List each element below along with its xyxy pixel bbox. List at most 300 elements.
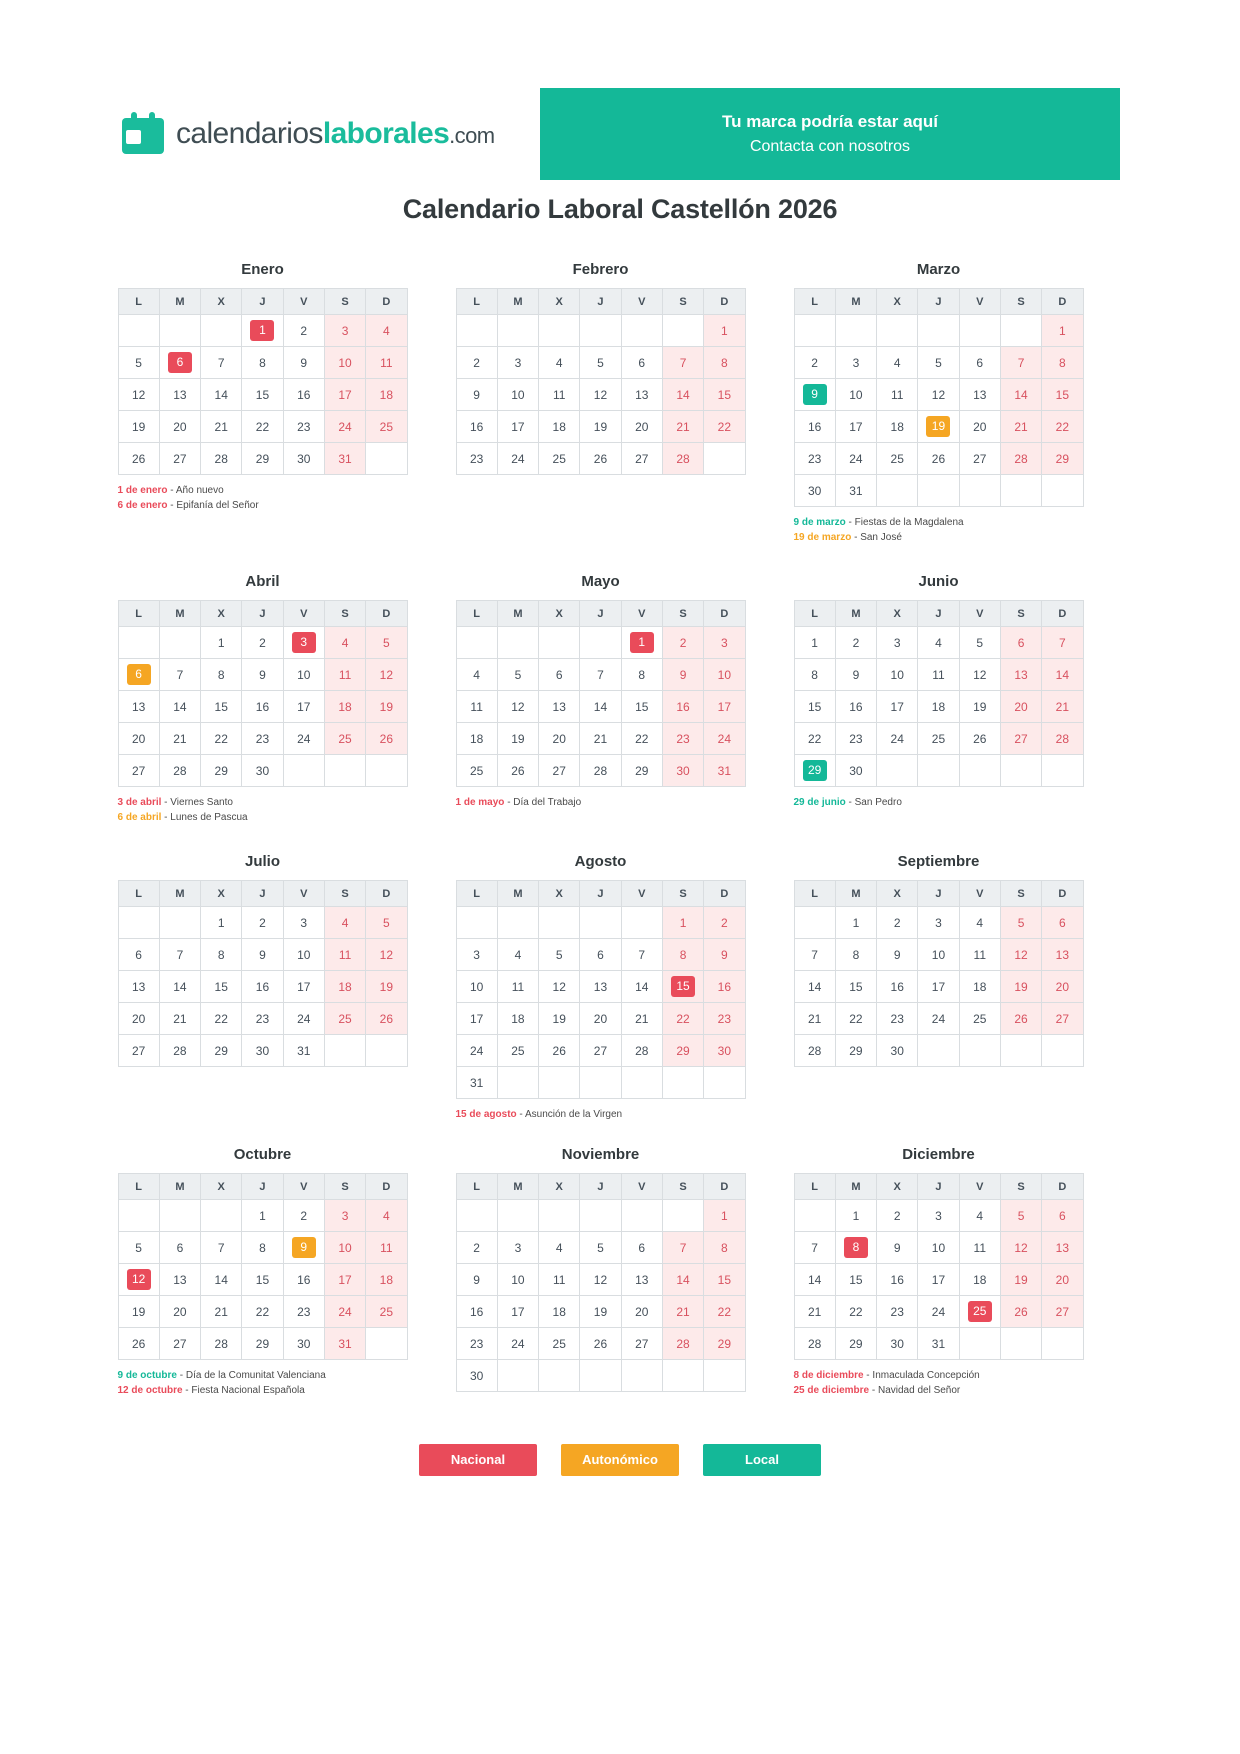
legend-item-aut[interactable]: Autonómico: [561, 1444, 679, 1476]
weekday-header: M: [835, 289, 876, 315]
day-cell: 11: [959, 939, 1000, 971]
day-cell: 22: [704, 411, 745, 443]
day-cell-empty: [1000, 755, 1041, 787]
day-cell: 18: [539, 1296, 580, 1328]
weekday-header: X: [539, 1174, 580, 1200]
month-title: Mayo: [581, 573, 620, 590]
day-cell: 27: [159, 443, 200, 475]
day-cell-empty: [159, 1200, 200, 1232]
day-cell: 14: [201, 379, 242, 411]
day-cell: 3: [324, 1200, 365, 1232]
day-cell: 29: [662, 1035, 703, 1067]
day-cell-holiday: [159, 347, 200, 379]
day-cell: 27: [118, 1035, 159, 1067]
day-cell: 5: [539, 939, 580, 971]
weekday-header: L: [456, 289, 497, 315]
day-cell: 12: [959, 659, 1000, 691]
day-cell: 18: [324, 691, 365, 723]
holiday-note-text: - Día del Trabajo: [504, 797, 582, 808]
day-cell-holiday: [959, 1296, 1000, 1328]
day-cell-empty: [918, 755, 959, 787]
day-cell: 28: [662, 443, 703, 475]
month-table: [794, 288, 1084, 507]
day-cell: 15: [201, 691, 242, 723]
day-cell: 7: [1000, 347, 1041, 379]
holiday-note-text: - Asunción de la Virgen: [516, 1109, 623, 1120]
day-cell: 11: [539, 379, 580, 411]
day-cell: 2: [794, 347, 835, 379]
day-cell: 24: [283, 1003, 324, 1035]
day-cell: 10: [835, 379, 876, 411]
day-cell-empty: [1042, 1035, 1083, 1067]
day-cell: 23: [242, 723, 283, 755]
day-cell: 25: [324, 723, 365, 755]
day-cell: 16: [835, 691, 876, 723]
day-cell: 9: [283, 347, 324, 379]
holiday-note-date: 6 de abril: [117, 812, 162, 823]
day-cell: 16: [704, 971, 745, 1003]
day-cell: 14: [1042, 659, 1083, 691]
day-cell-empty: [794, 315, 835, 347]
day-cell: 22: [835, 1003, 876, 1035]
day-cell: 7: [794, 1232, 835, 1264]
month-title: Junio: [918, 573, 959, 590]
week-row: [456, 443, 745, 475]
day-cell: 1: [201, 907, 242, 939]
weekday-header: J: [580, 601, 621, 627]
day-cell: 2: [283, 315, 324, 347]
week-row: [456, 379, 745, 411]
day-cell-empty: [918, 1035, 959, 1067]
day-cell: 6: [580, 939, 621, 971]
weekday-header: M: [497, 289, 538, 315]
day-cell: 27: [621, 1328, 662, 1360]
day-cell: 26: [580, 1328, 621, 1360]
week-row: [456, 907, 745, 939]
day-cell: 28: [159, 1035, 200, 1067]
day-cell: 5: [118, 1232, 159, 1264]
weekday-header: D: [704, 289, 745, 315]
day-cell: 15: [704, 379, 745, 411]
weekday-header: V: [959, 601, 1000, 627]
day-cell: 14: [159, 971, 200, 1003]
day-cell: 2: [877, 907, 918, 939]
day-cell: 15: [835, 971, 876, 1003]
week-row: [456, 659, 745, 691]
holiday-note-text: - Año nuevo: [167, 485, 224, 496]
day-cell: 11: [918, 659, 959, 691]
day-cell: 3: [877, 627, 918, 659]
day-cell: 2: [456, 347, 497, 379]
day-cell: 22: [242, 1296, 283, 1328]
day-cell-empty: [1042, 475, 1083, 507]
holiday-note-text: - Epifanía del Señor: [167, 500, 259, 511]
day-cell: 29: [704, 1328, 745, 1360]
day-cell: 27: [1042, 1003, 1083, 1035]
month-notes: [794, 795, 1084, 810]
day-cell-empty: [1000, 1035, 1041, 1067]
day-cell-empty: [201, 315, 242, 347]
day-cell: 1: [794, 627, 835, 659]
weekday-header: D: [704, 601, 745, 627]
weekday-header: V: [621, 1174, 662, 1200]
day-cell-empty: [580, 627, 621, 659]
day-cell-empty: [580, 315, 621, 347]
holiday-marker-nac: 1: [250, 320, 274, 341]
month-notes: [794, 515, 1084, 545]
day-cell: 11: [456, 691, 497, 723]
day-cell: 27: [580, 1035, 621, 1067]
holiday-note: [118, 795, 408, 810]
month-diciembre: [786, 1146, 1091, 1398]
day-cell: 31: [704, 755, 745, 787]
day-cell: 9: [242, 939, 283, 971]
month-marzo: [786, 261, 1091, 545]
day-cell-empty: [118, 907, 159, 939]
day-cell: 23: [662, 723, 703, 755]
month-table: [794, 1173, 1084, 1360]
week-row: [118, 907, 407, 939]
weekday-header: J: [580, 1174, 621, 1200]
day-cell: 11: [366, 347, 407, 379]
day-cell: 12: [1000, 1232, 1041, 1264]
day-cell: 22: [704, 1296, 745, 1328]
day-cell-empty: [366, 1328, 407, 1360]
day-cell-empty: [539, 1200, 580, 1232]
day-cell: 25: [539, 443, 580, 475]
day-cell: 16: [242, 691, 283, 723]
day-cell-empty: [159, 907, 200, 939]
day-cell: 27: [959, 443, 1000, 475]
week-row: [794, 939, 1083, 971]
week-row: [794, 347, 1083, 379]
weekday-header: M: [835, 881, 876, 907]
day-cell: 21: [662, 411, 703, 443]
day-cell: 20: [539, 723, 580, 755]
day-cell: 14: [621, 971, 662, 1003]
day-cell: 12: [497, 691, 538, 723]
day-cell: 5: [580, 1232, 621, 1264]
day-cell-empty: [118, 315, 159, 347]
day-cell: 7: [201, 1232, 242, 1264]
day-cell: 13: [1042, 939, 1083, 971]
day-cell: 23: [877, 1296, 918, 1328]
day-cell: 8: [662, 939, 703, 971]
day-cell: 20: [959, 411, 1000, 443]
day-cell-holiday: [283, 1232, 324, 1264]
day-cell-holiday: [118, 659, 159, 691]
day-cell: 16: [877, 971, 918, 1003]
day-cell: 26: [497, 755, 538, 787]
day-cell: 13: [580, 971, 621, 1003]
holiday-marker-nac: 3: [292, 632, 316, 653]
ad-banner[interactable]: [540, 88, 1120, 180]
day-cell: 29: [242, 443, 283, 475]
day-cell: 4: [959, 907, 1000, 939]
day-cell-empty: [877, 315, 918, 347]
day-cell: 22: [835, 1296, 876, 1328]
week-row: [794, 627, 1083, 659]
week-row: [456, 1200, 745, 1232]
holiday-note-text: - Inmaculada Concepción: [863, 1370, 980, 1381]
day-cell: 31: [324, 1328, 365, 1360]
month-notes: [118, 1368, 408, 1398]
day-cell: 15: [1042, 379, 1083, 411]
day-cell: 5: [580, 347, 621, 379]
day-cell: 10: [877, 659, 918, 691]
day-cell: 29: [201, 1035, 242, 1067]
day-cell-empty: [621, 907, 662, 939]
day-cell-empty: [201, 1200, 242, 1232]
weekday-header: D: [1042, 1174, 1083, 1200]
day-cell: 3: [456, 939, 497, 971]
day-cell: 6: [1042, 1200, 1083, 1232]
day-cell: 8: [1042, 347, 1083, 379]
weekday-header: L: [118, 881, 159, 907]
row-spacer: [110, 825, 1130, 853]
day-cell: 23: [704, 1003, 745, 1035]
day-cell: 4: [366, 1200, 407, 1232]
week-row: [794, 723, 1083, 755]
day-cell: 25: [497, 1035, 538, 1067]
day-cell: 28: [580, 755, 621, 787]
holiday-note: [456, 795, 746, 810]
day-cell: 22: [662, 1003, 703, 1035]
month-table: [456, 600, 746, 787]
day-cell: 2: [835, 627, 876, 659]
weekday-header: V: [621, 881, 662, 907]
day-cell: 4: [877, 347, 918, 379]
day-cell: 5: [497, 659, 538, 691]
day-cell: 3: [283, 907, 324, 939]
day-cell: 18: [918, 691, 959, 723]
day-cell: 15: [704, 1264, 745, 1296]
day-cell-empty: [1042, 755, 1083, 787]
day-cell: 7: [1042, 627, 1083, 659]
day-cell: 19: [366, 971, 407, 1003]
holiday-note-text: - Fiestas de la Magdalena: [845, 517, 964, 528]
legend-item-loc[interactable]: Local: [703, 1444, 821, 1476]
day-cell: 8: [704, 1232, 745, 1264]
month-title: Octubre: [233, 1146, 292, 1163]
day-cell: 14: [794, 971, 835, 1003]
holiday-note: [794, 1368, 1084, 1383]
day-cell: 7: [662, 1232, 703, 1264]
day-cell: 28: [794, 1328, 835, 1360]
day-cell: 17: [283, 691, 324, 723]
week-row: [794, 1200, 1083, 1232]
week-row: [794, 1232, 1083, 1264]
weekday-header: X: [201, 601, 242, 627]
site-logo[interactable]: [120, 88, 530, 180]
day-cell: 21: [201, 411, 242, 443]
day-cell: 14: [580, 691, 621, 723]
weekday-header: S: [662, 289, 703, 315]
day-cell: 19: [118, 411, 159, 443]
weekday-header: D: [704, 881, 745, 907]
week-row: [456, 1003, 745, 1035]
week-row: [118, 1232, 407, 1264]
holiday-marker-nac: 12: [127, 1269, 151, 1290]
holiday-note-date: 8 de diciembre: [793, 1370, 864, 1381]
day-cell: 26: [366, 723, 407, 755]
day-cell: 14: [662, 1264, 703, 1296]
day-cell: 13: [621, 379, 662, 411]
week-row: [118, 443, 407, 475]
day-cell: 16: [283, 379, 324, 411]
day-cell: 4: [497, 939, 538, 971]
weekday-header: V: [283, 1174, 324, 1200]
month-octubre: [110, 1146, 415, 1398]
month-notes: [794, 1368, 1084, 1398]
day-cell: 17: [704, 691, 745, 723]
day-cell: 13: [118, 691, 159, 723]
week-row: [794, 315, 1083, 347]
day-cell: 12: [118, 379, 159, 411]
month-noviembre: [448, 1146, 753, 1398]
day-cell: 8: [794, 659, 835, 691]
week-row: [794, 1003, 1083, 1035]
day-cell: 28: [201, 1328, 242, 1360]
day-cell: 24: [835, 443, 876, 475]
day-cell: 19: [118, 1296, 159, 1328]
day-cell: 2: [877, 1200, 918, 1232]
weekday-header: S: [1000, 881, 1041, 907]
day-cell-empty: [366, 1035, 407, 1067]
day-cell: 31: [918, 1328, 959, 1360]
week-row: [118, 691, 407, 723]
holiday-note-date: 6 de enero: [117, 500, 168, 511]
day-cell: 11: [324, 659, 365, 691]
day-cell: 30: [877, 1328, 918, 1360]
day-cell-holiday: [794, 379, 835, 411]
month-table: [456, 880, 746, 1099]
day-cell: 17: [835, 411, 876, 443]
holiday-note-date: 1 de mayo: [455, 797, 505, 808]
month-table: [118, 600, 408, 787]
day-cell: 12: [366, 659, 407, 691]
day-cell: 20: [118, 1003, 159, 1035]
day-cell: 3: [497, 347, 538, 379]
day-cell: 26: [959, 723, 1000, 755]
week-row: [794, 1264, 1083, 1296]
day-cell: 6: [159, 1232, 200, 1264]
day-cell: 6: [959, 347, 1000, 379]
week-row: [456, 939, 745, 971]
weekday-header: V: [959, 289, 1000, 315]
day-cell-empty: [580, 1360, 621, 1392]
weekday-header: L: [794, 601, 835, 627]
holiday-note-date: 19 de marzo: [793, 532, 852, 543]
day-cell: 17: [918, 1264, 959, 1296]
day-cell: 5: [1000, 907, 1041, 939]
holiday-note-date: 3 de abril: [117, 797, 162, 808]
day-cell: 19: [959, 691, 1000, 723]
day-cell-empty: [497, 907, 538, 939]
weekday-header: V: [959, 1174, 1000, 1200]
day-cell: 14: [662, 379, 703, 411]
day-cell: 4: [539, 1232, 580, 1264]
legend-item-nac[interactable]: Nacional: [419, 1444, 537, 1476]
day-cell: 4: [918, 627, 959, 659]
day-cell: 21: [794, 1296, 835, 1328]
month-septiembre: [786, 853, 1091, 1122]
month-title: Julio: [244, 853, 280, 870]
day-cell: 9: [456, 379, 497, 411]
day-cell: 29: [201, 755, 242, 787]
day-cell: 27: [118, 755, 159, 787]
day-cell: 26: [1000, 1003, 1041, 1035]
day-cell-empty: [959, 755, 1000, 787]
month-table: [118, 880, 408, 1067]
day-cell: 21: [159, 1003, 200, 1035]
day-cell: 7: [662, 347, 703, 379]
day-cell: 24: [456, 1035, 497, 1067]
holiday-note-date: 25 de diciembre: [793, 1385, 870, 1396]
day-cell: 30: [662, 755, 703, 787]
day-cell: 29: [1042, 443, 1083, 475]
weekday-header: L: [118, 289, 159, 315]
week-row: [794, 755, 1083, 787]
holiday-note: [118, 498, 408, 513]
months-row: [110, 853, 1130, 1122]
day-cell-empty: [794, 1200, 835, 1232]
day-cell: 24: [324, 1296, 365, 1328]
months-row: [110, 573, 1130, 825]
holiday-note-text: - Lunes de Pascua: [161, 812, 248, 823]
weekday-header: X: [201, 1174, 242, 1200]
day-cell: 18: [877, 411, 918, 443]
week-row: [118, 1328, 407, 1360]
holiday-note: [794, 1383, 1084, 1398]
weekday-header: D: [366, 289, 407, 315]
day-cell: 23: [794, 443, 835, 475]
day-cell: 30: [835, 755, 876, 787]
day-cell: 23: [283, 411, 324, 443]
day-cell: 6: [1042, 907, 1083, 939]
day-cell: 27: [539, 755, 580, 787]
week-row: [794, 907, 1083, 939]
logo-text-part3: .com: [449, 123, 495, 148]
weekday-header: M: [835, 601, 876, 627]
day-cell-empty: [497, 315, 538, 347]
day-cell-empty: [539, 907, 580, 939]
holiday-marker-nac: 1: [630, 632, 654, 653]
day-cell-empty: [580, 907, 621, 939]
day-cell: 13: [959, 379, 1000, 411]
day-cell: 13: [539, 691, 580, 723]
day-cell: 27: [1000, 723, 1041, 755]
week-row: [456, 1296, 745, 1328]
legend: [0, 1444, 1240, 1476]
weekday-header: L: [456, 881, 497, 907]
day-cell-holiday: [835, 1232, 876, 1264]
day-cell: 27: [1042, 1296, 1083, 1328]
week-row: [456, 411, 745, 443]
day-cell-empty: [580, 1067, 621, 1099]
day-cell: 20: [1042, 971, 1083, 1003]
day-cell-holiday: [283, 627, 324, 659]
day-cell: 19: [539, 1003, 580, 1035]
month-table: [118, 288, 408, 475]
day-cell: 2: [283, 1200, 324, 1232]
day-cell: 8: [835, 939, 876, 971]
holiday-note-date: 29 de junio: [793, 797, 846, 808]
weekday-header: J: [918, 881, 959, 907]
day-cell: 1: [835, 1200, 876, 1232]
day-cell: 10: [497, 1264, 538, 1296]
day-cell: 6: [621, 1232, 662, 1264]
